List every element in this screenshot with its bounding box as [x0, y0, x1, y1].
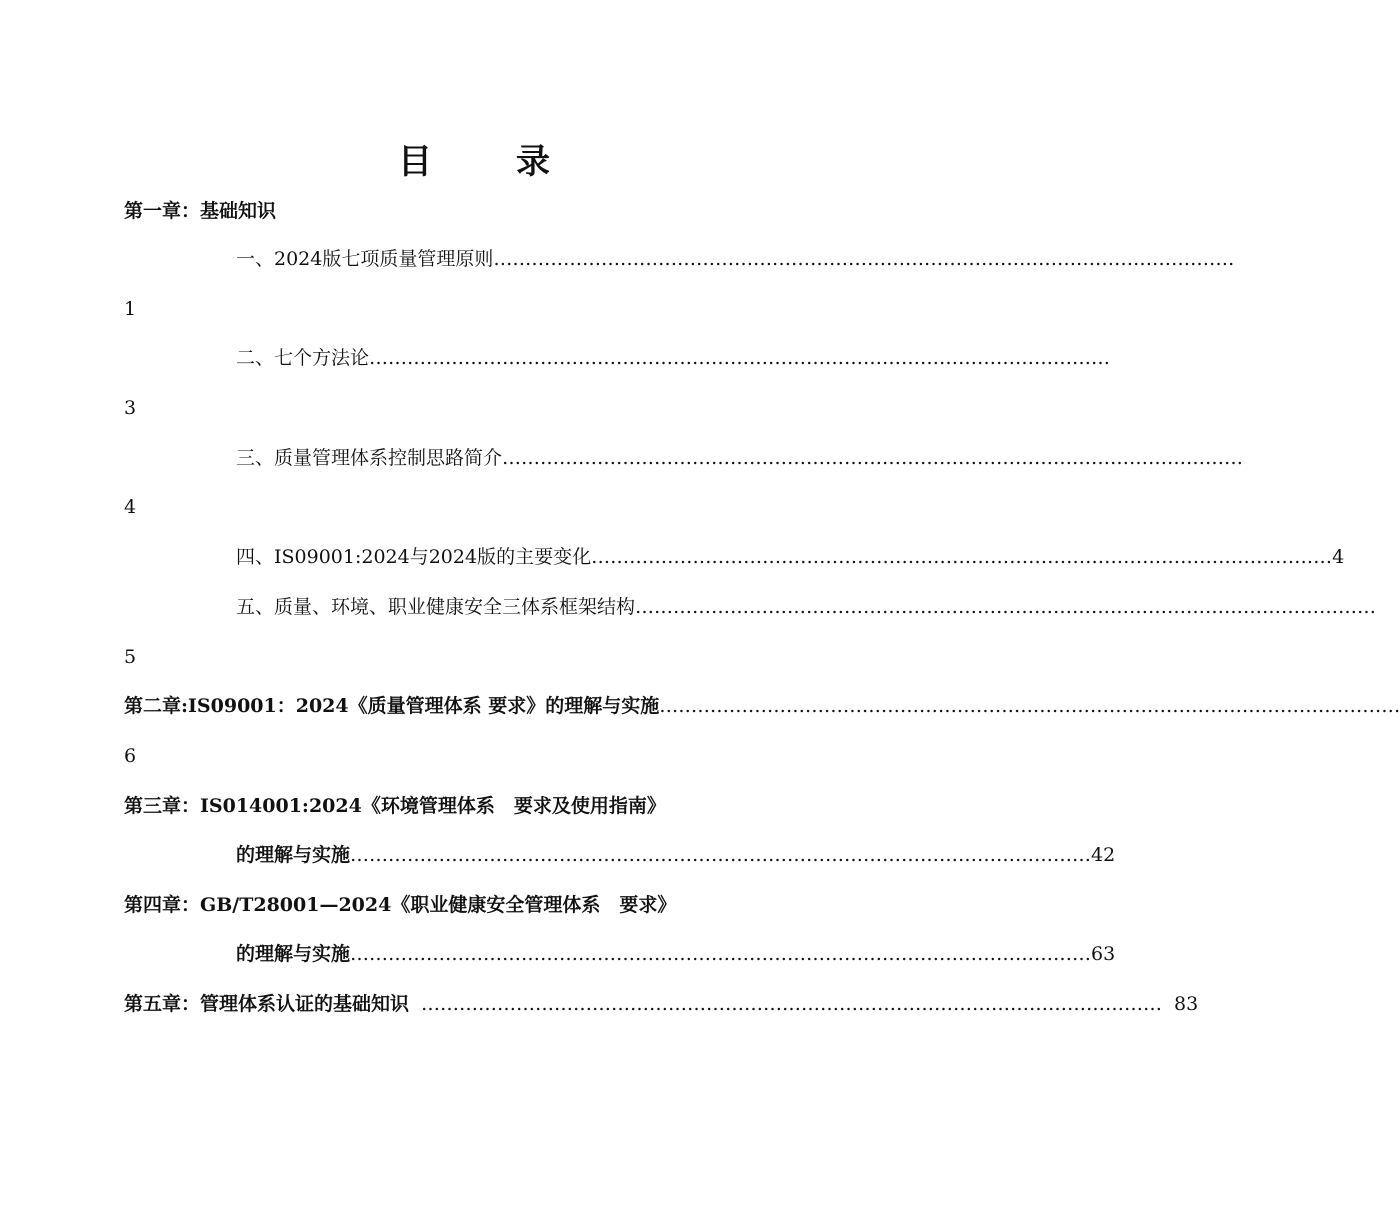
toc-entry-text: 一、2024版七项质量管理原则	[236, 248, 494, 270]
toc-page-number: 42	[1091, 844, 1116, 866]
toc-entry-5[interactable]	[236, 594, 1377, 620]
chapter-3-entry[interactable]	[236, 842, 1116, 868]
dot-leader: ………………………………………………………………………………………………………	[591, 546, 1333, 568]
dot-leader: ………………………………………………………………………………………………………	[369, 347, 1111, 369]
chapter-1-heading: 第一章：基础知识	[124, 200, 277, 222]
toc-entry-text: 四、IS09001:2024与2024版的主要变化	[236, 546, 592, 568]
chapter-4-entry[interactable]	[236, 941, 1116, 967]
title-char-2: 录	[516, 142, 550, 182]
chapter-3-subheading: 的理解与实施	[236, 844, 351, 866]
toc-entry-1[interactable]	[236, 246, 1235, 272]
chapter-4-heading: 第四章：GB/T28001—2024《职业健康安全管理体系 要求》	[124, 894, 677, 916]
chapter-2-entry[interactable]	[124, 693, 1400, 719]
dot-leader: ………………………………………………………………………………………………………	[493, 248, 1235, 270]
toc-entry-3[interactable]	[236, 445, 1244, 471]
toc-page-number: 5	[124, 646, 137, 668]
toc-page-number: 6	[124, 745, 137, 767]
dot-leader: ………………………………………………………………………………………………………	[350, 943, 1092, 965]
toc-entry-2[interactable]	[236, 345, 1111, 371]
toc-page-number: 4	[1332, 546, 1345, 568]
chapter-5-heading: 第五章：管理体系认证的基础知识	[124, 993, 410, 1015]
toc-page-number: 3	[124, 397, 137, 419]
toc-entry-text: 三、质量管理体系控制思路简介	[236, 447, 503, 469]
toc-entry-text: 二、七个方法论	[236, 347, 370, 369]
toc-page-number: 63	[1091, 943, 1116, 965]
chapter-5-entry[interactable]	[124, 991, 1199, 1017]
dot-leader: ………………………………………………………………………………………………………	[635, 596, 1377, 618]
toc-page-number: 1	[124, 298, 137, 320]
toc-page-number: 4	[124, 496, 137, 518]
toc-page-number: 83	[1174, 993, 1199, 1015]
title-char-1: 目	[398, 142, 432, 182]
dot-leader: ………………………………………………………………………………………………………	[350, 844, 1092, 866]
toc-entry-4[interactable]	[236, 544, 1345, 570]
chapter-3-heading: 第三章：IS014001:2024《环境管理体系 要求及使用指南》	[124, 795, 666, 817]
dot-leader: ………………………………………………………………………………………………………	[659, 695, 1400, 717]
dot-leader: ………………………………………………………………………………………………………	[421, 993, 1163, 1015]
chapter-4-subheading: 的理解与实施	[236, 943, 351, 965]
dot-leader: ………………………………………………………………………………………………………	[502, 447, 1244, 469]
toc-entry-text: 五、质量、环境、职业健康安全三体系框架结构	[236, 596, 636, 618]
chapter-2-heading: 第二章:IS09001：2024《质量管理体系 要求》的理解与实施	[124, 695, 660, 717]
